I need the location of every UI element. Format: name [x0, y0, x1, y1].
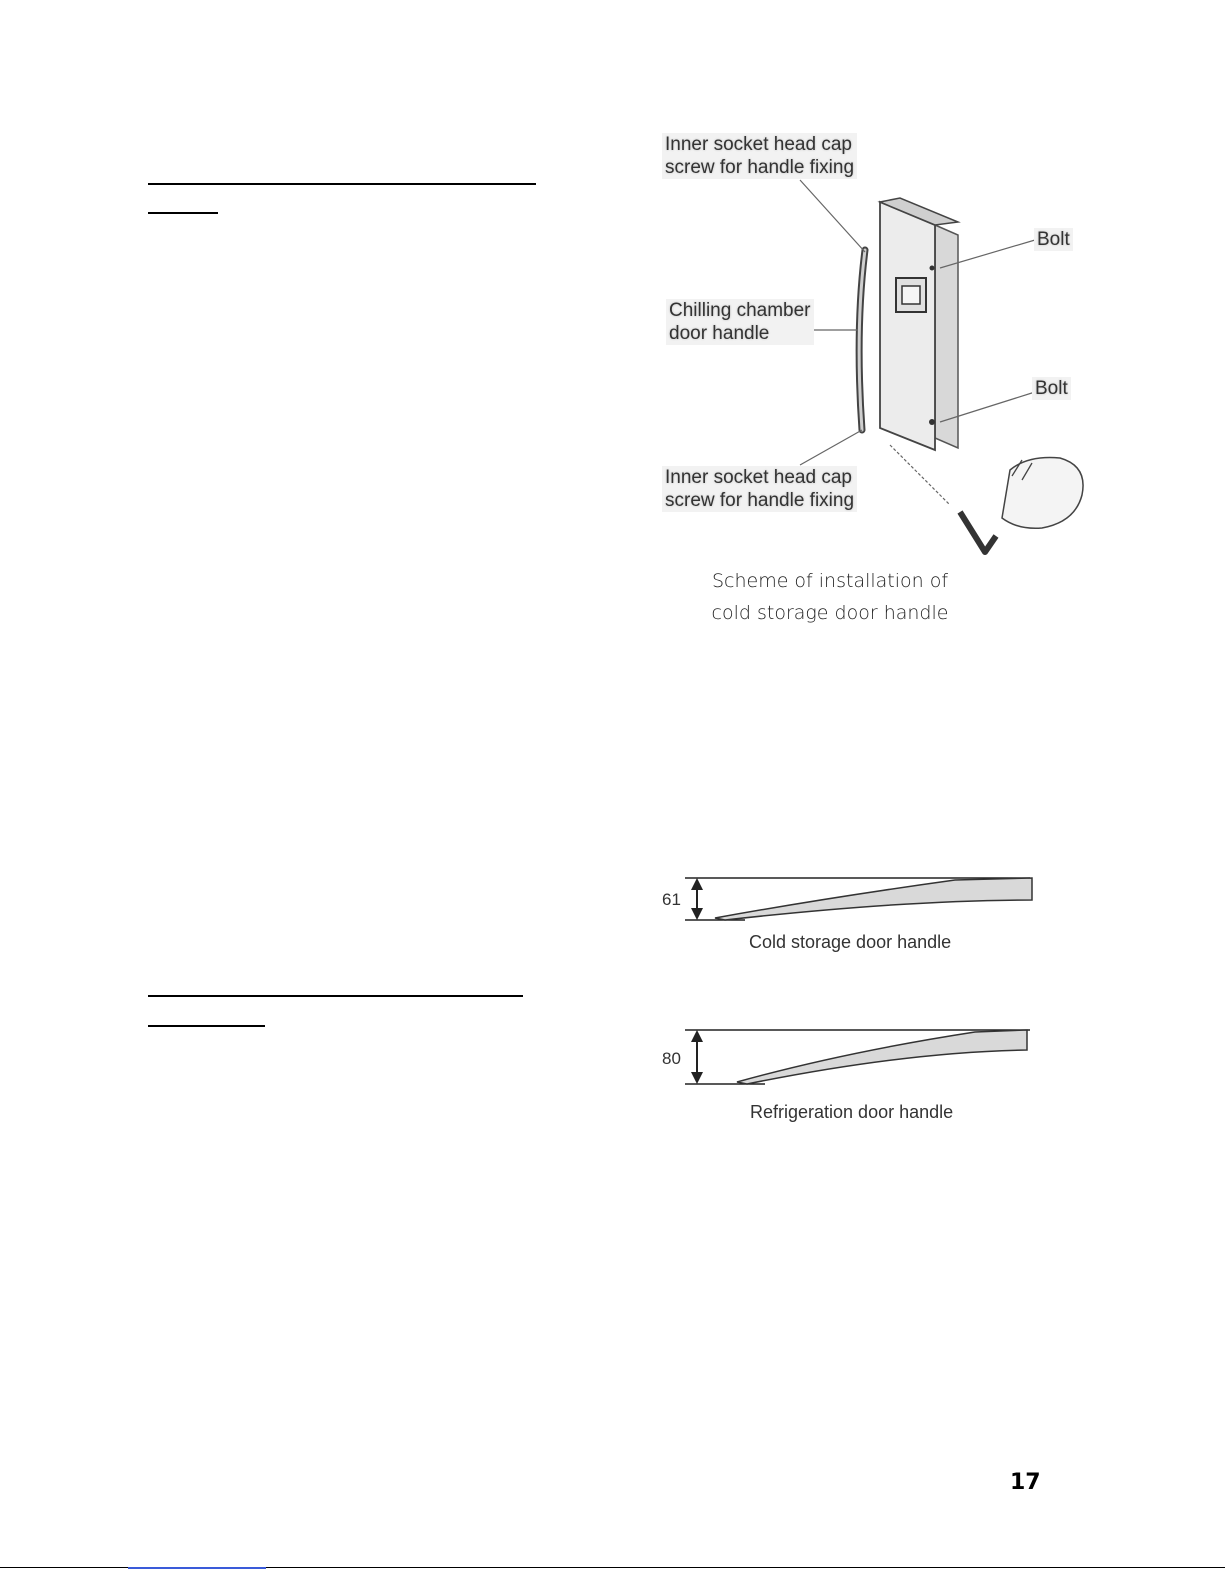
callout-top-line2: screw for handle fixing [665, 157, 855, 178]
callout-chilling-line2: door handle [669, 323, 770, 344]
heading-underline-2a [148, 995, 523, 997]
cold-handle-caption: Cold storage door handle [749, 932, 952, 952]
figure1-caption [660, 565, 1000, 629]
callout-bottom-screw [662, 466, 857, 512]
callout-bolt-lower: Bolt [1032, 377, 1071, 400]
refrig-handle-caption: Refrigeration door handle [750, 1102, 954, 1122]
heading-underline-1b [148, 212, 218, 214]
callout-bottom-line1: Inner socket head cap [665, 467, 852, 488]
figure1-caption-line1: Scheme of installation of [711, 570, 949, 592]
callout-top-screw [662, 133, 857, 179]
callout-bolt-upper: Bolt [1034, 228, 1073, 251]
refrigeration-handle-profile [685, 1022, 1045, 1092]
page-number: 17 [1010, 1470, 1041, 1495]
footer-link-underline[interactable] [128, 1567, 266, 1569]
heading-underline-2b [148, 1025, 265, 1027]
refrig-handle-dimension: 80 [662, 1049, 681, 1068]
heading-underline-1a [148, 183, 536, 185]
callout-top-line1: Inner socket head cap [665, 134, 852, 155]
cold-handle-dimension: 61 [662, 890, 681, 909]
cold-storage-handle-profile [685, 870, 1045, 930]
callout-chilling-line1: Chilling chamber [669, 300, 811, 321]
callout-bottom-line2: screw for handle fixing [665, 490, 855, 511]
figure1-caption-line2: cold storage door handle [711, 602, 949, 624]
callout-chilling-handle [666, 299, 814, 345]
